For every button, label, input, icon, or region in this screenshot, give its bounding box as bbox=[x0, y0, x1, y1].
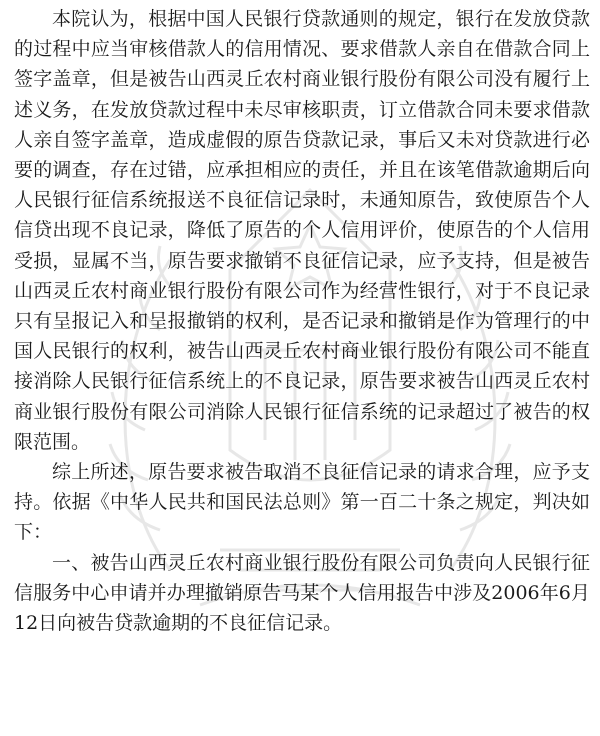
judgment-text-body bbox=[14, 4, 590, 638]
paragraph-court-opinion: 本院认为，根据中国人民银行贷款通则的规定，银行在发放贷款的过程中应当审核借款人的信用情况、要求借款人亲自在借款合同上签字盖章，但是被告山西灵丘农村商业银行股份有限公司没有履行上述义务，在发放贷款过程中未尽审核职责，订立借款合同未要求借款人亲自签字盖章，造成虚假的原告贷款记录，事后又未对贷款进行必要的调查，存在过错，应承担相应的责任，并且在该笔借款逾期后向人民银行征信系统报送不良征信记录时，未通知原告，致使原告个人信贷出现不良记录，降低了原告的个人信用评价，使原告的个人信用受损，显属不当，原告要求撤销不良征信记录，应予支持，但是被告山西灵丘农村商业银行股份有限公司作为经营性银行，对于不良记录只有呈报记入和呈报撤销的权利，是否记录和撤销是作为管理行的中国人民银行的权利，被告山西灵丘农村商业银行股份有限公司不能直接消除人民银行征信系统上的不良记录，原告要求被告山西灵丘农村商业银行股份有限公司消除人民银行征信系统的记录超过了被告的权限范围。 bbox=[14, 8, 590, 453]
paragraph-judgment-item-1: 一、被告山西灵丘农村商业银行股份有限公司负责向人民银行征信服务中心申请并办理撤销原告马某个人信用报告中涉及2006年6月12日向被告贷款逾期的不良征信记录。 bbox=[14, 551, 590, 635]
paragraph-conclusion: 综上所述，原告要求被告取消不良征信记录的请求合理，应予支持。依据《中华人民共和国民法总则》第一百二十条之规定，判决如下： bbox=[14, 461, 590, 544]
